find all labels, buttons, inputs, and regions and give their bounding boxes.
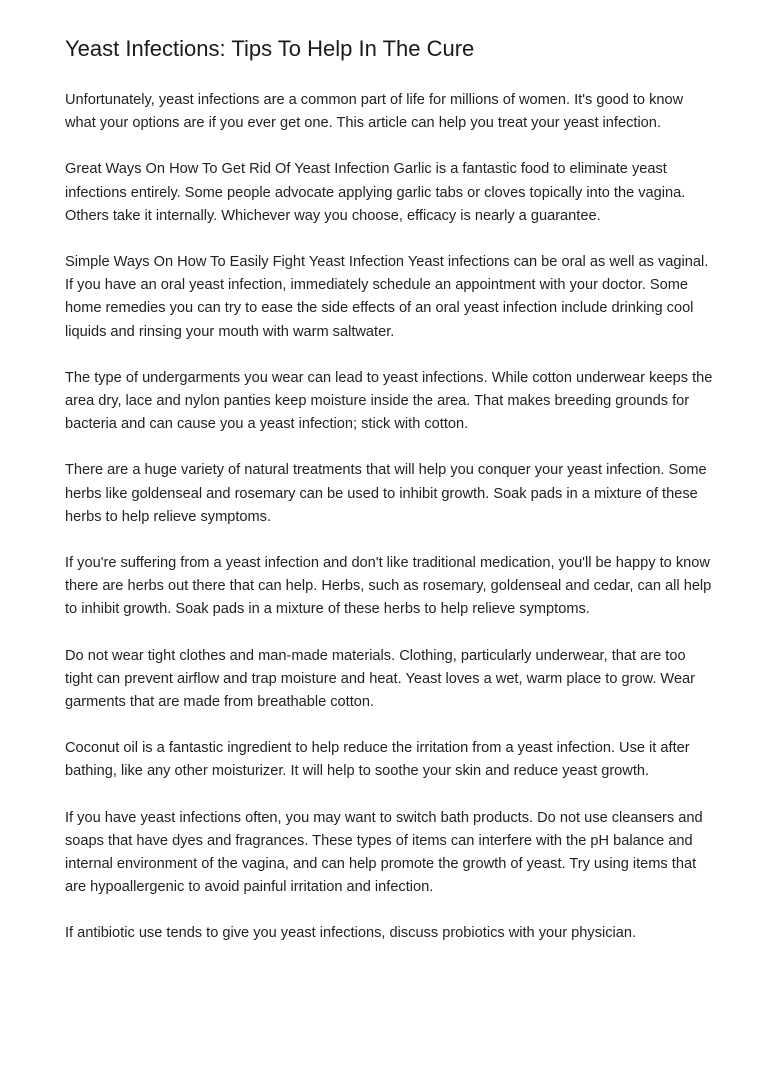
- paragraph: If you're suffering from a yeast infection and don't like traditional medication, you'll be happy to know there are herbs out there that can help. Herbs, such as rosemary, goldenseal and cedar, can all help to inhibit growth. Soak pads in a mixture of these herbs to help relieve symptoms.: [65, 555, 712, 618]
- paragraph: Simple Ways On How To Easily Fight Yeast Infection Yeast infections can be oral as well as vaginal. If you have an oral yeast infection, immediately schedule an appointment with your doctor. Some home remedies you can try to ease the side effects of an oral yeast infection include drinking cool liquids and rinsing your mouth with warm saltwater.: [65, 254, 709, 340]
- paragraph: Great Ways On How To Get Rid Of Yeast Infection Garlic is a fantastic food to eliminate yeast infections entirely. Some people advocate applying garlic tabs or cloves topically into the vagina. Others take it internally. Whichever way you choose, efficacy is nearly a guarantee.: [65, 161, 686, 224]
- paragraph: There are a huge variety of natural treatments that will help you conquer your yeast infection. Some herbs like goldenseal and rosemary can be used to inhibit growth. Soak pads in a mixture of these herbs to help relieve symptoms.: [65, 462, 707, 525]
- paragraph: If you have yeast infections often, you may want to switch bath products. Do not use cleansers and soaps that have dyes and fragrances. These types of items can interfere with the pH balance and internal environment of the vagina, and can help promote the growth of yeast. Try using items that are hypoallergenic to avoid painful irritation and infection.: [65, 809, 703, 896]
- paragraph: If antibiotic use tends to give you yeast infections, discuss probiotics with your physician.: [65, 925, 637, 942]
- paragraph: The type of undergarments you wear can lead to yeast infections. While cotton underwear keeps the area dry, lace and nylon panties keep moisture inside the area. That makes breeding grounds for bacteria and can cause you a yeast infection; stick with cotton.: [65, 369, 713, 433]
- document-title: Yeast Infections: Tips To Help In The Cure: [65, 36, 475, 61]
- paragraph: Coconut oil is a fantastic ingredient to help reduce the irritation from a yeast infection. Use it after bathing, like any other moisturizer. It will help to soothe your skin and reduce yeast growth.: [65, 740, 690, 780]
- paragraph: Do not wear tight clothes and man-made materials. Clothing, particularly underwear, that are too tight can prevent airflow and trap moisture and heat. Yeast loves a wet, warm place to grow. Wear garments that are made from breathable cotton.: [65, 647, 696, 711]
- paragraph: Unfortunately, yeast infections are a common part of life for millions of women. It's good to know what your options are if you ever get one. This article can help you treat your yeast infection.: [65, 92, 684, 132]
